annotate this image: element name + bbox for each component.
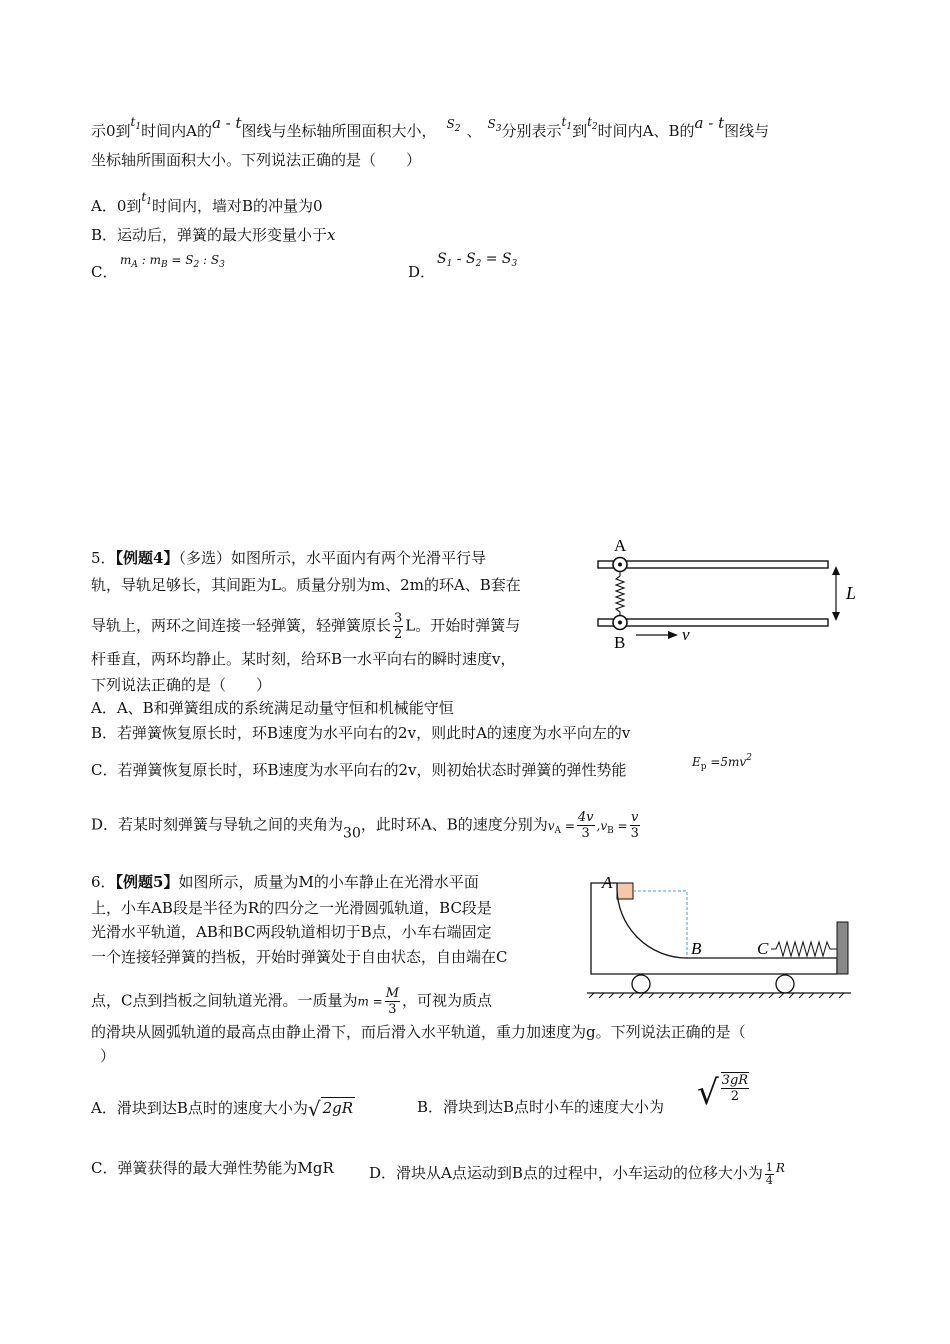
wheel-left (632, 975, 650, 993)
text: A．滑块到达B点时的速度大小为 (91, 1099, 308, 1117)
text: D．滑块从A点运动到B点的过程中，小车运动的位移大小为 (369, 1164, 763, 1182)
s-text: S (487, 117, 496, 131)
q6-option-a (91, 1097, 355, 1119)
text: 如图所示，质量为M的小车静止在光滑水平面 (178, 873, 479, 891)
text: 点，C点到挡板之间轨道光滑。一质量为 (91, 991, 358, 1010)
r-var: R (775, 1161, 785, 1175)
va-formula: $v_A$ = (547, 818, 575, 836)
q6-line-1 (91, 872, 479, 892)
text: B．滑块到达B点时小车的速度大小为 (417, 1098, 665, 1116)
text: D． (408, 263, 436, 281)
q5-option-b: B．若弹簧恢复原长时，环B速度为水平向右的2v，则此时A的速度为水平向左的v (91, 724, 631, 742)
s2-symbol: S2 (446, 117, 461, 134)
s-text: S (446, 117, 455, 131)
intro-line-2: 坐标轴所围面积大小。下列说法正确的是（ ） (91, 151, 422, 169)
q4-option-d (408, 262, 435, 282)
q5-option-c: C．若弹簧恢复原长时，环B速度为水平向右的2v，则初始状态时弹簧的弹性势能 (91, 761, 627, 779)
t1-symbol: t1 (130, 115, 142, 132)
spring (616, 572, 624, 615)
q4-option-d-formula: $S_1 - S_2 = S_3$ (437, 251, 518, 269)
q6-line-2: 上，小车AB段是半径为R的四分之一光滑圆弧轨道，BC段是 (91, 899, 492, 917)
t2-symbol: t2 (587, 115, 598, 132)
fraction-3gr-2: $\frac{3gR}{2}$ (721, 1073, 749, 1104)
q6-line-3: 光滑水平轨道，AB和BC两段轨道相切于B点，小车右端固定 (91, 923, 492, 941)
q5-option-d (91, 810, 642, 844)
q4-option-c-formula: $m_A$ : $m_B = S_2$ : $S_3$ (120, 253, 225, 270)
q6-line-4: 一个连接轻弹簧的挡板，开始时弹簧处于自由状态，自由端在C (91, 948, 508, 966)
text: C．弹簧获得的最大弹性势能为MgR (91, 1159, 334, 1177)
x-var: x (327, 226, 336, 244)
text: L。开始时弹簧与 (405, 616, 521, 635)
t1-symbol: t1 (141, 190, 152, 207)
vb-formula: $,v_B$ = (596, 818, 628, 836)
text: 到 (572, 122, 588, 140)
angle-30: 30 (343, 825, 361, 842)
q5-line-5: 下列说法正确的是（ ） (91, 676, 272, 694)
separator: 、 (466, 122, 482, 140)
label-b: B (614, 633, 626, 652)
question-number: 6． (91, 873, 116, 891)
text: 示0到 (91, 122, 131, 140)
text: ，可视为质点 (402, 991, 493, 1010)
fraction-3-2 (393, 611, 403, 642)
numerator: 3 (394, 611, 403, 626)
text: ，此时环A、B的速度分别为 (360, 815, 548, 834)
s3-symbol: S3 (487, 117, 502, 134)
dashed-guide (633, 891, 687, 958)
label-a: A (614, 536, 627, 555)
text: A．0到 (91, 197, 142, 215)
ground-hatch (589, 993, 844, 998)
fraction-1-4: $\frac{1}{4}$ (765, 1160, 773, 1187)
text: 图线与 (724, 122, 770, 140)
question-tag: 【例题5】 (115, 873, 179, 891)
q4-option-a (91, 187, 323, 216)
q6-option-d (369, 1158, 785, 1187)
m-formula: m = (357, 994, 383, 1009)
label-b: B (691, 939, 702, 958)
text: 分别表示 (501, 122, 562, 140)
rail-top (598, 561, 828, 568)
baffle-plate (837, 922, 848, 974)
text: 时间内，墙对B的冲量为0 (151, 197, 323, 215)
label-l: L (846, 583, 857, 603)
t-text: t (130, 115, 136, 129)
q5-line-3 (91, 611, 520, 642)
q5-option-c-formula: $E_p =5mv^2$ (692, 753, 752, 772)
q5-line-2: 轨，导轨足够长，其间距为L。质量分别为m、2m的环A、B套在 (91, 576, 521, 594)
q4-option-b (91, 225, 336, 245)
fraction-4v-3: $\frac{4v}{3}$ (577, 810, 594, 841)
fraction-v-3: $\frac{v}{3}$ (630, 810, 639, 841)
text: 导轨上，两环之间连接一轻弹簧，轻弹簧原长 (91, 616, 392, 635)
spring (771, 942, 837, 956)
text: C． (91, 263, 118, 281)
sqrt-2gr: 2gR (322, 1099, 354, 1117)
slider-block (617, 883, 633, 899)
intro-line-1 (91, 112, 769, 141)
q6-figure-cart (585, 868, 855, 998)
q4-option-c (91, 262, 117, 282)
question-number: 5． (91, 549, 116, 567)
text: D．若某时刻弹簧与导轨之间的夹角为 (91, 815, 344, 834)
t1-symbol-2: t1 (561, 115, 573, 132)
label-a: A (602, 873, 613, 892)
q6-option-c (91, 1158, 334, 1178)
q5-line-1 (91, 548, 486, 568)
text: B．运动后，弹簧的最大形变量小于 (91, 226, 328, 244)
question-tag: 【例题4】 (115, 549, 179, 567)
q6-line-6: 的滑块从圆弧轨道的最高点由静止滑下，而后滑入水平轨道，重力加速度为g。下列说法正确的是（ (91, 1023, 746, 1041)
q6-line-5 (91, 986, 492, 1017)
wheel-right (776, 975, 794, 993)
sqrt-icon: √ (697, 1073, 719, 1113)
text: 图线与坐标轴所围面积大小， (241, 122, 437, 140)
q5-figure-rails (590, 535, 870, 655)
q6-option-b-formula (697, 1072, 751, 1113)
at-symbol: a - t (211, 114, 242, 132)
label-v: v (682, 625, 690, 644)
fraction-m-3: $\frac{M}{3}$ (385, 986, 400, 1017)
sqrt-icon: √ (307, 1097, 321, 1121)
text: 时间内A的 (141, 122, 212, 140)
q5-line-4: 杆垂直，两环均静止。某时刻，给环B一水平向右的瞬时速度v， (91, 650, 516, 668)
label-c: C (757, 939, 769, 958)
at-symbol-2: a - t (694, 114, 725, 132)
q6-option-b (417, 1097, 664, 1117)
denominator: 2 (394, 627, 403, 642)
q5-option-a: A．A、B和弹簧组成的系统满足动量守恒和机械能守恒 (91, 699, 454, 717)
rail-bottom (598, 619, 828, 626)
text: 时间内A、B的 (597, 122, 695, 140)
q6-line-7: ） (100, 1047, 116, 1065)
text: （多选）如图所示，水平面内有两个光滑平行导 (178, 549, 486, 567)
